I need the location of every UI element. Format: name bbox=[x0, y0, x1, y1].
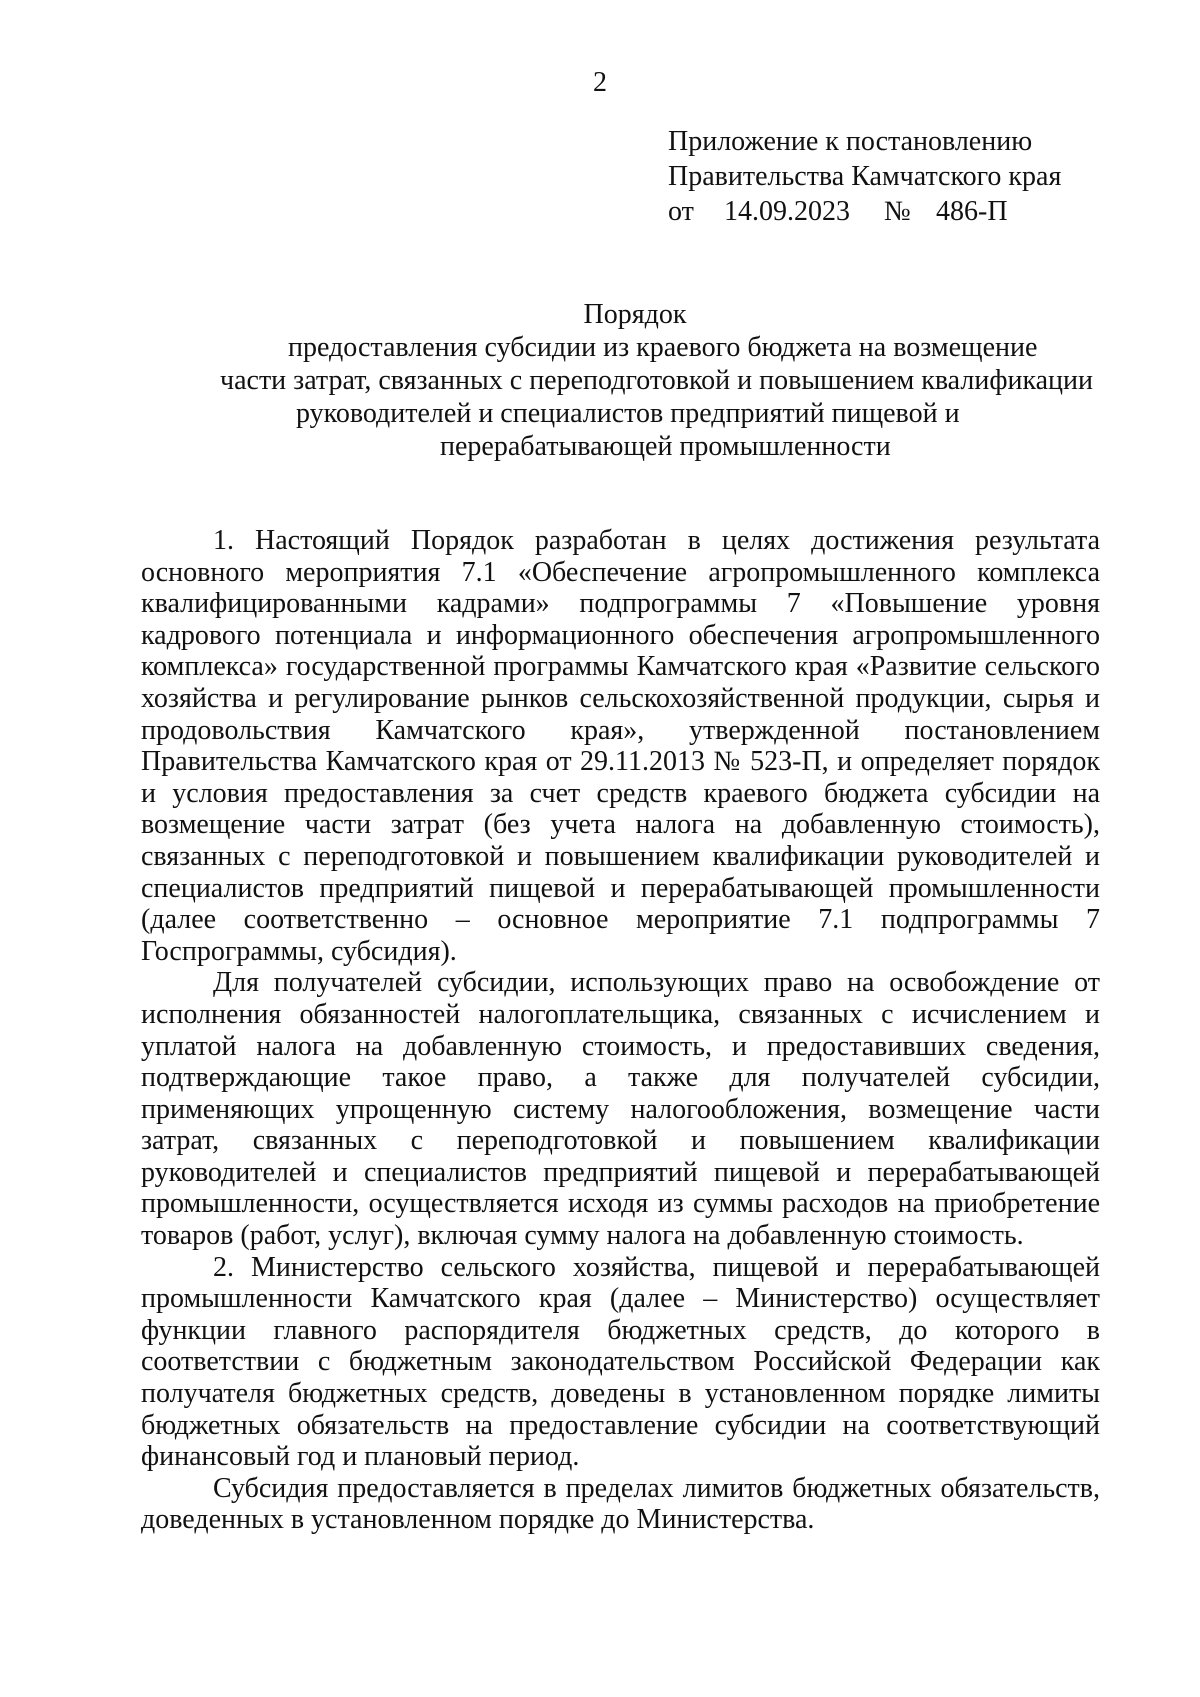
appendix-line-2: Правительства Камчатского края bbox=[668, 161, 1062, 192]
paragraph-1: 1. Настоящий Порядок разработан в целях достижения результата основного мероприятия 7.1 «Обеспечение агропромышленного комплекса квалифицированными кадрами» подпрограммы 7 «Повышение уровня кадрового потенциала и информационного обеспечения агропромышленного комплекса» государственной программы Камчатского края «Развитие сельского хозяйства и регулирование рынков сельскохозяйственной продукции, сырья и продовольствия Камчатского края», утвержденной постановлением Правительства Камчатского края от 29.11.2013 № 523-П, и определяет порядок и условия предоставления за счет средств краевого бюджета субсидии на возмещение части затрат (без учета налога на добавленную стоимость), связанных с переподготовкой и повышением квалификации руководителей и специалистов предприятий пищевой и перерабатывающей промышленности (далее соответственно – основное мероприятие 7.1 подпрограммы 7 Госпрограммы, субсидия). bbox=[141, 525, 1100, 967]
appendix-from-label: от bbox=[668, 196, 694, 227]
paragraph-4: Субсидия предоставляется в пределах лимитов бюджетных обязательств, доведенных в установленном порядке до Министерства. bbox=[141, 1472, 1100, 1536]
appendix-number-sign: № bbox=[884, 196, 911, 227]
document-title bbox=[0, 298, 1200, 463]
title-line-3: руководителей и специалистов предприятий пищевой и bbox=[296, 398, 960, 429]
appendix-date-number-line bbox=[668, 194, 1061, 229]
appendix-block bbox=[668, 124, 1061, 229]
appendix-line-1: Приложение к постановлению bbox=[668, 126, 1033, 157]
appendix-date: 14.09.2023 bbox=[724, 196, 850, 227]
page-number: 2 bbox=[593, 67, 607, 98]
paragraph-3: 2. Министерство сельского хозяйства, пищевой и перерабатывающей промышленности Камчатского края (далее – Министерство) осуществляет функции главного распорядителя бюджетных средств, до которого в соответствии с бюджетным законодательством Российской Федерации как получателя бюджетных средств, доведены в установленном порядке лимиты бюджетных обязательств на предоставление субсидии на соответствующий финансовый год и плановый период. bbox=[141, 1251, 1100, 1473]
paragraph-2: Для получателей субсидии, использующих право на освобождение от исполнения обязанностей налогоплательщика, связанных с исчислением и уплатой налога на добавленную стоимость, и предоставивших сведения, подтверждающие такое право, а также для получателей субсидии, применяющих упрощенную систему налогообложения, возмещение части затрат, связанных с переподготовкой и повышением квалификации руководителей и специалистов предприятий пищевой и перерабатывающей промышленности, осуществляется исходя из суммы расходов на приобретение товаров (работ, услуг), включая сумму налога на добавленную стоимость. bbox=[141, 967, 1100, 1252]
document-body bbox=[141, 525, 1100, 1536]
title-line-1: предоставления субсидии из краевого бюджета на возмещение bbox=[288, 332, 1038, 363]
title-line-4: перерабатывающей промышленности bbox=[440, 431, 891, 462]
title-line-2: части затрат, связанных с переподготовкой и повышением квалификации bbox=[220, 365, 1094, 396]
title-main: Порядок bbox=[583, 299, 687, 330]
appendix-number: 486-П bbox=[936, 196, 1008, 227]
